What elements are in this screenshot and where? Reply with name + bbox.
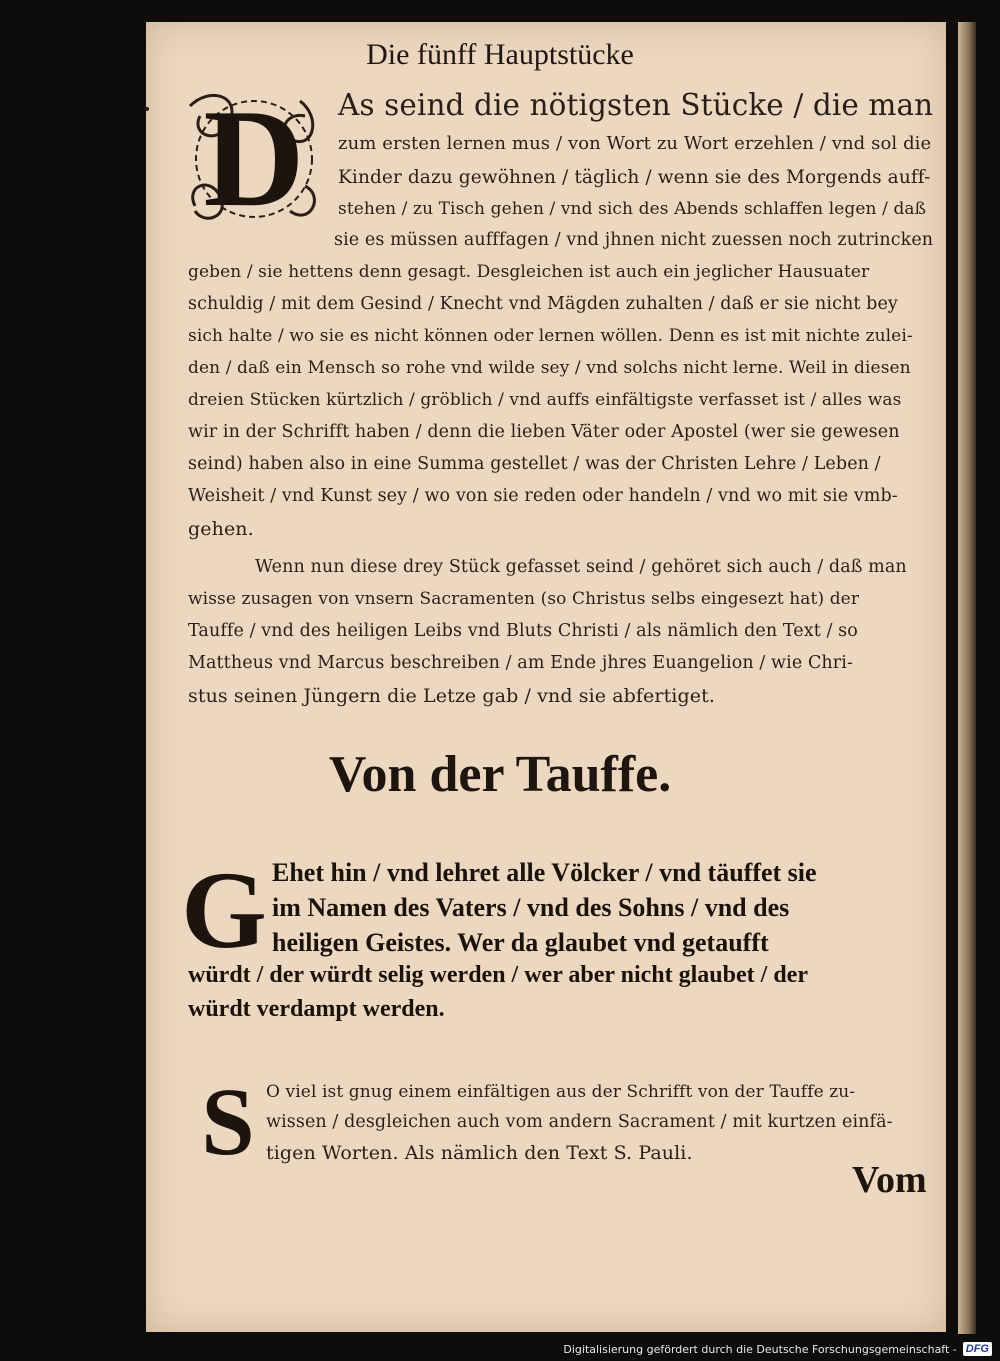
- paragraph-1-line-4: stehen / zu Tisch gehen / vnd sich des Abends schlaffen legen / daß: [338, 199, 927, 219]
- paragraph-2-line-2: wisse zusagen von vnsern Sacramenten (so Christus selbs eingesezt hat) der: [188, 589, 860, 609]
- page-edge: [958, 22, 976, 1334]
- paragraph-1-line-1: As seind die nötigsten Stücke / die man: [338, 88, 934, 122]
- paragraph-1-line-6: geben / sie hettens denn gesagt. Desgleichen ist auch ein jeglicher Hausuater: [188, 262, 870, 282]
- paragraph-2-line-4: Mattheus vnd Marcus beschreiben / am Ende jhres Euangelion / wie Chri-: [188, 653, 853, 673]
- ornate-initial-d: [180, 81, 328, 236]
- paragraph-1-line-11: wir in der Schrifft haben / denn die lieben Väter oder Apostel (wer sie gewesen: [188, 422, 900, 442]
- initial-s: S: [201, 1068, 255, 1175]
- paragraph-1-line-10: dreien Stücken kürtzlich / gröblich / vnd auffs einfältigste verfasset ist / alles was: [188, 390, 902, 410]
- initial-letter: D: [203, 81, 305, 236]
- paragraph-1-line-13: Weisheit / vnd Kunst sey / wo von sie reden oder handeln / vnd wo mit sie vmb-: [188, 486, 898, 506]
- paragraph-1-line-7: schuldig / mit dem Gesind / Knecht vnd Mägden zuhalten / daß er sie nicht bey: [188, 294, 898, 314]
- scripture-line-1: Ehet hin / vnd lehret alle Völcker / vnd täuffet sie: [272, 858, 817, 887]
- paragraph-1-line-9: den / daß ein Mensch so rohe vnd wilde sey / vnd solchs nicht lerne. Weil in diesen: [188, 358, 911, 378]
- paragraph-1-line-5: sie es müssen aufffagen / vnd jhnen nicht zuessen noch zutrincken: [334, 230, 934, 250]
- scripture-line-3: heiligen Geistes. Wer da glaubet vnd getaufft: [272, 928, 769, 957]
- digitization-footer: [563, 1340, 992, 1358]
- paragraph-1-line-14: gehen.: [188, 518, 254, 540]
- running-head: Die fünff Hauptstücke: [366, 38, 634, 71]
- paragraph-3-line-2: wissen / desgleichen auch vom andern Sacrament / mit kurtzen einfä-: [266, 1112, 893, 1132]
- dfg-logo-icon: DFG: [963, 1342, 992, 1356]
- margin-mark: •: [143, 102, 152, 118]
- paragraph-1-line-12: seind) haben also in eine Summa gestellet / was der Christen Lehre / Leben /: [188, 454, 881, 474]
- catchword: Vom: [852, 1159, 927, 1201]
- section-heading: Von der Tauffe.: [328, 746, 672, 803]
- paragraph-1-line-8: sich halte / wo sie es nicht können oder lernen wöllen. Denn es ist mit nichte zulei-: [188, 326, 913, 346]
- paragraph-2-line-1: Wenn nun diese drey Stück gefasset seind / gehöret sich auch / daß man: [255, 557, 907, 577]
- initial-g: G: [181, 849, 267, 971]
- paragraph-1-line-3: Kinder dazu gewöhnen / täglich / wenn sie des Morgends auff-: [338, 167, 931, 188]
- footer-text: Digitalisierung gefördert durch die Deutsche Forschungsgemeinschaft -: [563, 1342, 957, 1356]
- paragraph-1-line-2: zum ersten lernen mus / von Wort zu Wort erzehlen / vnd sol die: [338, 133, 932, 154]
- paragraph-3-line-3: tigen Worten. Als nämlich den Text S. Pauli.: [266, 1142, 693, 1164]
- paragraph-3-line-1: O viel ist gnug einem einfältigen aus der Schrifft von der Tauffe zu-: [266, 1082, 856, 1102]
- paragraph-2-line-5: stus seinen Jüngern die Letze gab / vnd sie abfertiget.: [188, 685, 715, 707]
- scripture-line-5: würdt verdampt werden.: [188, 996, 445, 1022]
- scripture-line-4: würdt / der würdt selig werden / wer aber nicht glaubet / der: [188, 962, 808, 988]
- paragraph-2-line-3: Tauffe / vnd des heiligen Leibs vnd Bluts Christi / als nämlich den Text / so: [188, 621, 858, 641]
- scripture-line-2: im Namen des Vaters / vnd des Sohns / vnd des: [272, 893, 790, 922]
